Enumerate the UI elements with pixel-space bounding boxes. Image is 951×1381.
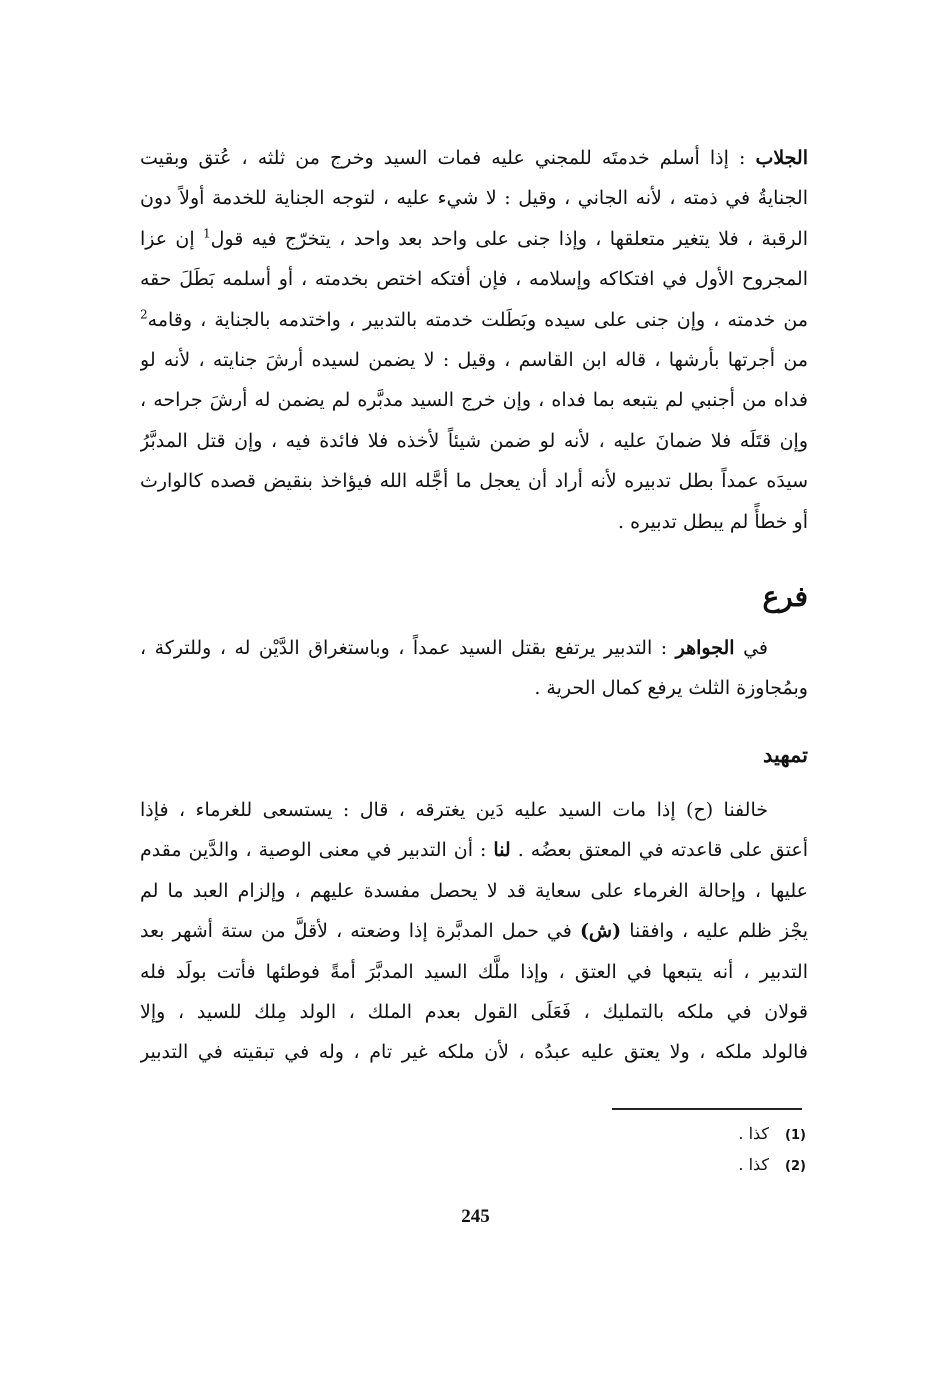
section-label-jawahir: الجواهر <box>675 637 735 659</box>
text-line: الجلاب : إذا أسلم خدمتَه للمجني عليه فمات السيد وخرج من ثلثه ، عُتق وبقيت <box>140 147 808 169</box>
text-line: خالفنا (ح) إذا مات السيد عليه دَين يغترقه ، قال : يستسعى للغرماء ، فإذا <box>140 799 768 821</box>
footnote-number: (1) <box>785 1128 806 1143</box>
text-line: الجنايةُ في ذمته ، لأنه الجاني ، وقيل : لا شيء عليه ، لتوجه الجناية للخدمة أولاً دون <box>140 187 808 210</box>
paragraph-jawahir <box>140 628 808 709</box>
footnote-2 <box>738 1155 806 1174</box>
text-line: أعتق على قاعدته في المعتق بعضُه . لنا : أن التدبير في معنى الوصية ، والدَّين مقدم <box>140 839 808 862</box>
text-line: سيدَه عمداً بطل تدبيره لأنه أراد أن يعجل ما أجَّله الله فيؤاخذ بنقيض قصده كالوارث <box>140 470 808 493</box>
text-line: وبمُجاوزة الثلث يرفع كمال الحرية . <box>534 677 808 700</box>
footnote-number: (2) <box>785 1159 806 1174</box>
text-line: وإن قتَلَه فلا ضمانَ عليه ، لأنه لو ضمن شيئاً لأخذه فلا فائدة فيه ، وإن قتل المدبَّرُ <box>140 429 808 452</box>
section-label-jallab: الجلاب <box>755 147 808 169</box>
text-line: من خدمته ، وإن جنى على سيده وبَطَلت خدمته بالتدبير ، واختدمه بالجناية ، وقامه$^2$ <box>140 307 808 331</box>
footnote-divider <box>612 1108 802 1110</box>
text-line: أو خطأً لم يبطل تدبيره . <box>618 510 808 533</box>
heading-far: فرع <box>762 580 808 613</box>
text-line: الرقبة ، فلا يتغير متعلقها ، وإذا جنى على واحد بعد واحد ، يتخرّج فيه قول$^1$ إن عزا <box>140 226 808 250</box>
heading-tamhid: تمهيد <box>762 742 808 767</box>
label-shafii: (ش) <box>579 920 622 943</box>
text-line: قولان في ملكه بالتمليك ، فَعَلَى القول بعدم الملك ، الولد مِلك للسيد ، وإلا <box>140 1001 808 1024</box>
footnote-marker: 2 <box>140 307 148 322</box>
text-line: في الجواهر : التدبير يرتفع بقتل السيد عمداً ، وباستغراق الدَّيْن له ، وللتركة ، <box>140 637 768 659</box>
footnote-marker: 1 <box>202 226 211 241</box>
paragraph-tamhid <box>140 790 808 1073</box>
text-line: يجْز ظلم عليه ، وافقنا (ش) في حمل المدبَّرة إذا وضعته ، لأقلَّ من ستة أشهر بعد <box>140 920 808 943</box>
text-line: فداه من أجنبي لم يتبعه بما فداه ، وإن خرج السيد مدبَّره لم يضمن له أرشَ جراحه ، <box>140 389 808 412</box>
page-number: 245 <box>461 1206 490 1227</box>
text-line: المجروح الأول في افتكاكه وإسلامه ، فإن أفتكه اختص بخدمته ، أو أسلمه بَطَلَ حقه <box>140 268 808 291</box>
label-lana: لنا <box>493 839 511 862</box>
text-line: التدبير ، أنه يتبعها في العتق ، وإذا ملَّك السيد المدبَّرَ أمةً فوطئها فأتت بولَد فله <box>140 960 808 983</box>
text-line: عليها ، وإحالة الغرماء على سعاية قد لا يحصل مفسدة عليهم ، وإلزام العبد ما لم <box>140 879 808 902</box>
paragraph-jallab <box>140 138 808 542</box>
footnote-1 <box>738 1124 806 1143</box>
footnote-text: كذا . <box>738 1155 770 1174</box>
footnote-text: كذا . <box>738 1124 770 1143</box>
text-line: من أجرتها بأرشها ، قاله ابن القاسم ، وقيل : لا يضمن لسيده أرشَ جنايته ، لأنه لو <box>140 349 808 372</box>
text-line: فالولد ملكه ، ولا يعتق عليه عبدُه ، لأن ملكه غير تام ، وله في تبقيته في التدبير <box>140 1041 808 1064</box>
